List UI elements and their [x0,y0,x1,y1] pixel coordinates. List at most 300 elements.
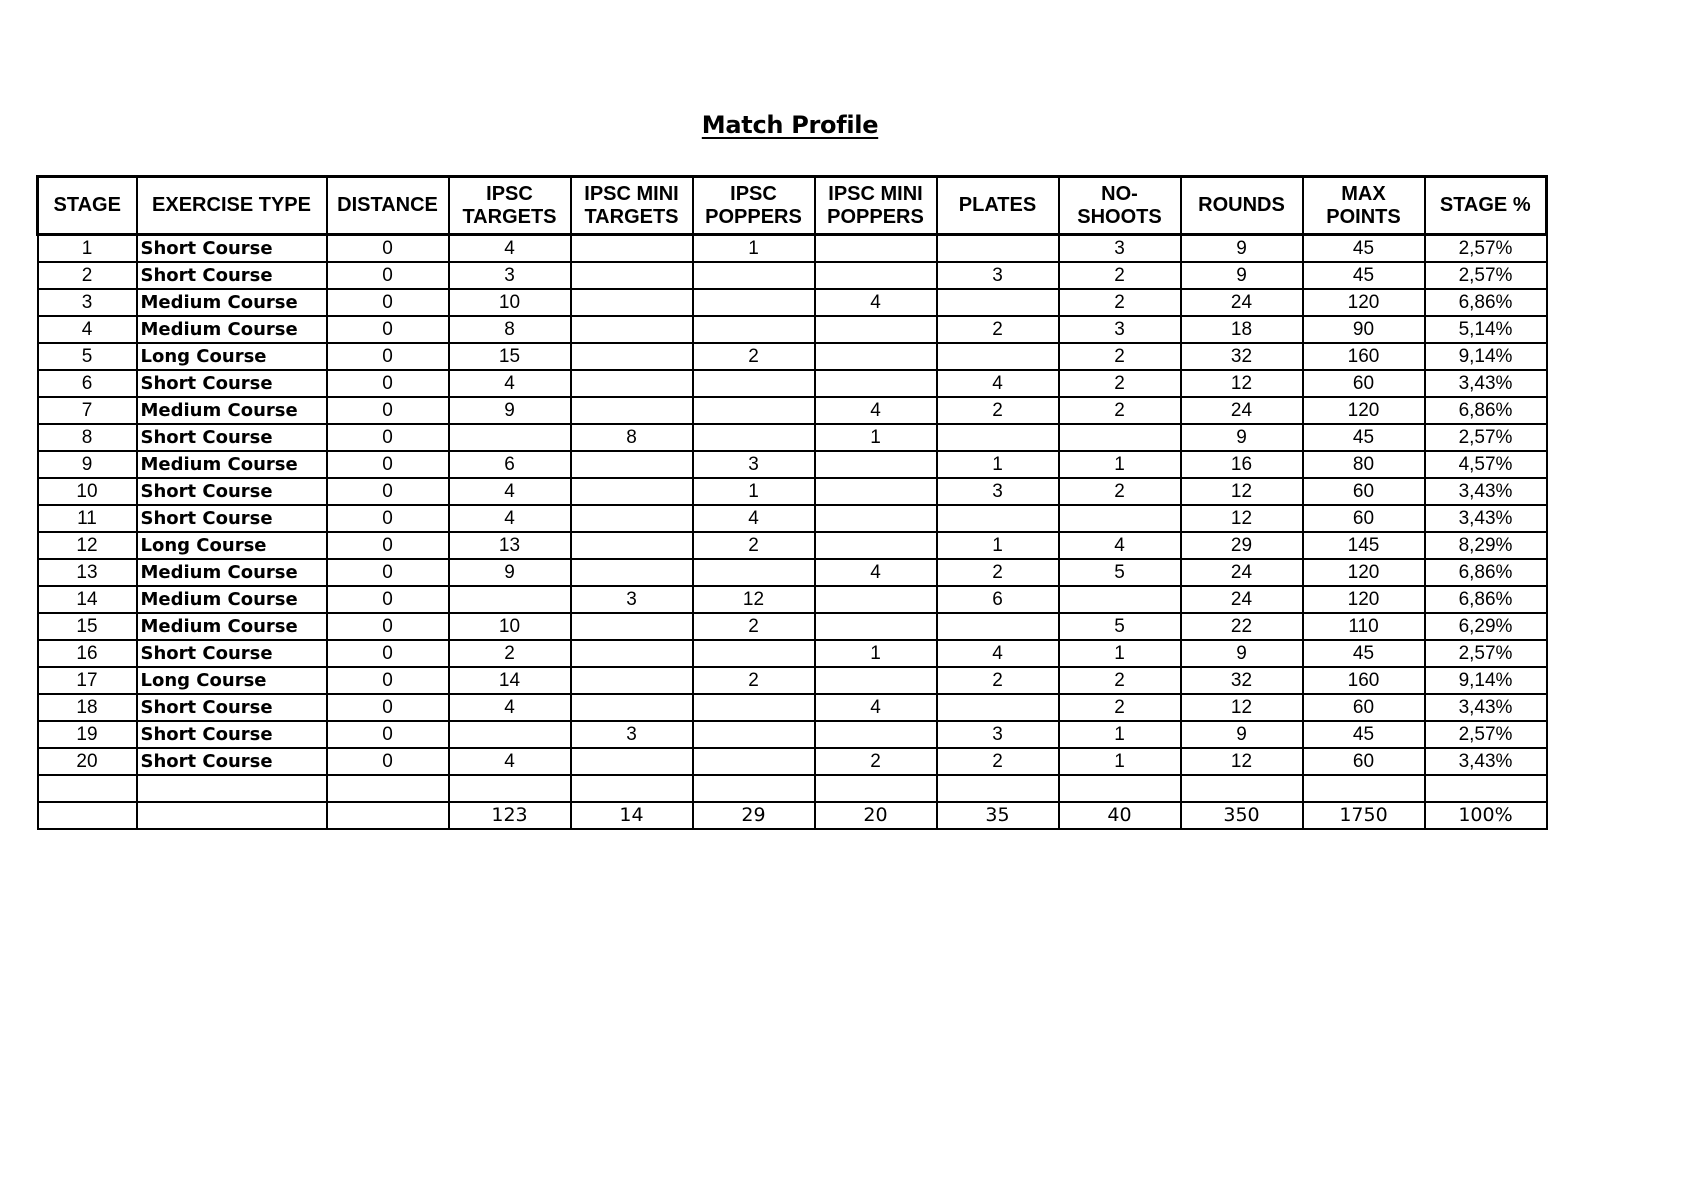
cell-ipsc-targets: 13 [449,532,571,559]
cell-rounds: 9 [1181,235,1303,263]
cell-no-shoots: 5 [1059,613,1181,640]
column-header-no-shoots: NO-SHOOTS [1059,177,1181,235]
cell-max-points: 120 [1303,586,1425,613]
cell-ipsc-mini-poppers: 1 [815,640,937,667]
cell-ipsc-mini-poppers [815,586,937,613]
cell-stage-percent: 8,29% [1425,532,1547,559]
cell-max-points: 45 [1303,262,1425,289]
total-stage-percent: 100% [1425,802,1547,829]
cell-ipsc-poppers [693,640,815,667]
cell-ipsc-targets: 4 [449,235,571,263]
cell-ipsc-mini-poppers [815,613,937,640]
cell-distance: 0 [327,505,449,532]
cell-exercise-type: Medium Course [137,397,327,424]
cell-distance: 0 [327,370,449,397]
cell-ipsc-mini-poppers: 4 [815,559,937,586]
cell-stage-percent: 6,86% [1425,289,1547,316]
cell-ipsc-mini-targets: 3 [571,586,693,613]
cell-exercise-type [137,775,327,802]
cell-stage: 1 [38,235,137,263]
cell-rounds [1181,775,1303,802]
total-distance [327,802,449,829]
cell-stage: 9 [38,451,137,478]
cell-ipsc-targets: 10 [449,613,571,640]
cell-stage-percent [1425,775,1547,802]
column-header-stage: STAGE [38,177,137,235]
total-no-shoots: 40 [1059,802,1181,829]
table-row [38,397,1547,424]
cell-ipsc-mini-targets [571,370,693,397]
cell-stage: 6 [38,370,137,397]
total-stage [38,802,137,829]
cell-stage-percent: 9,14% [1425,667,1547,694]
cell-rounds: 24 [1181,559,1303,586]
table-row [38,370,1547,397]
cell-plates: 3 [937,478,1059,505]
cell-ipsc-mini-targets: 3 [571,721,693,748]
cell-plates [937,505,1059,532]
cell-ipsc-poppers: 2 [693,613,815,640]
table-row [38,316,1547,343]
cell-ipsc-mini-targets [571,559,693,586]
total-max-points: 1750 [1303,802,1425,829]
cell-max-points: 60 [1303,370,1425,397]
cell-ipsc-poppers: 1 [693,235,815,263]
cell-ipsc-poppers [693,289,815,316]
cell-distance: 0 [327,640,449,667]
cell-exercise-type: Short Course [137,424,327,451]
cell-ipsc-mini-poppers [815,721,937,748]
cell-ipsc-targets: 4 [449,505,571,532]
cell-ipsc-mini-poppers: 4 [815,694,937,721]
cell-max-points: 120 [1303,289,1425,316]
table-row [38,289,1547,316]
cell-ipsc-mini-poppers [815,316,937,343]
cell-ipsc-poppers [693,397,815,424]
cell-no-shoots: 2 [1059,343,1181,370]
column-header-rounds: ROUNDS [1181,177,1303,235]
total-exercise-type [137,802,327,829]
column-header-stage-percent: STAGE % [1425,177,1547,235]
cell-ipsc-poppers [693,316,815,343]
cell-ipsc-poppers: 2 [693,343,815,370]
cell-plates: 2 [937,316,1059,343]
cell-rounds: 9 [1181,262,1303,289]
cell-max-points: 160 [1303,343,1425,370]
cell-stage-percent: 3,43% [1425,748,1547,775]
cell-exercise-type: Short Course [137,640,327,667]
cell-ipsc-mini-targets [571,775,693,802]
cell-ipsc-targets [449,721,571,748]
cell-plates: 6 [937,586,1059,613]
cell-ipsc-targets: 4 [449,370,571,397]
cell-stage-percent: 4,57% [1425,451,1547,478]
cell-ipsc-mini-poppers [815,235,937,263]
cell-ipsc-mini-targets [571,451,693,478]
cell-exercise-type: Long Course [137,532,327,559]
cell-rounds: 22 [1181,613,1303,640]
cell-stage-percent: 6,86% [1425,586,1547,613]
cell-stage: 11 [38,505,137,532]
cell-stage: 15 [38,613,137,640]
cell-max-points: 45 [1303,424,1425,451]
match-profile-table [36,175,1548,830]
cell-ipsc-mini-targets [571,748,693,775]
cell-rounds: 12 [1181,748,1303,775]
cell-distance: 0 [327,343,449,370]
cell-ipsc-mini-poppers [815,370,937,397]
cell-stage: 5 [38,343,137,370]
column-header-distance: DISTANCE [327,177,449,235]
cell-rounds: 24 [1181,586,1303,613]
cell-stage: 13 [38,559,137,586]
table-row [38,505,1547,532]
cell-no-shoots: 3 [1059,316,1181,343]
total-rounds: 350 [1181,802,1303,829]
cell-no-shoots: 2 [1059,694,1181,721]
cell-ipsc-mini-poppers [815,667,937,694]
cell-plates: 1 [937,532,1059,559]
cell-ipsc-mini-poppers [815,505,937,532]
cell-ipsc-targets: 15 [449,343,571,370]
cell-plates [937,289,1059,316]
table-row [38,775,1547,802]
cell-max-points: 45 [1303,640,1425,667]
total-plates: 35 [937,802,1059,829]
cell-stage: 17 [38,667,137,694]
cell-distance: 0 [327,694,449,721]
cell-rounds: 12 [1181,478,1303,505]
table-row [38,721,1547,748]
cell-ipsc-targets: 4 [449,694,571,721]
cell-ipsc-targets: 8 [449,316,571,343]
cell-stage-percent: 6,86% [1425,397,1547,424]
cell-ipsc-mini-poppers: 4 [815,397,937,424]
cell-distance: 0 [327,262,449,289]
cell-rounds: 32 [1181,343,1303,370]
cell-ipsc-targets [449,586,571,613]
column-header-max-points: MAX POINTS [1303,177,1425,235]
cell-distance: 0 [327,235,449,263]
table-row [38,559,1547,586]
cell-max-points: 60 [1303,694,1425,721]
total-ipsc-mini-targets: 14 [571,802,693,829]
cell-ipsc-mini-poppers [815,451,937,478]
cell-stage: 2 [38,262,137,289]
cell-stage: 12 [38,532,137,559]
cell-ipsc-mini-targets [571,478,693,505]
cell-rounds: 18 [1181,316,1303,343]
cell-stage [38,775,137,802]
cell-ipsc-mini-poppers: 2 [815,748,937,775]
cell-distance: 0 [327,532,449,559]
cell-stage: 7 [38,397,137,424]
cell-distance: 0 [327,316,449,343]
cell-ipsc-poppers: 2 [693,532,815,559]
cell-rounds: 12 [1181,505,1303,532]
cell-ipsc-mini-targets [571,532,693,559]
cell-ipsc-mini-targets [571,289,693,316]
cell-ipsc-poppers [693,775,815,802]
cell-stage: 16 [38,640,137,667]
cell-distance: 0 [327,559,449,586]
cell-distance: 0 [327,613,449,640]
table-row [38,532,1547,559]
cell-ipsc-targets: 10 [449,289,571,316]
cell-distance: 0 [327,397,449,424]
cell-max-points: 160 [1303,667,1425,694]
cell-max-points: 110 [1303,613,1425,640]
cell-ipsc-mini-targets [571,262,693,289]
cell-stage: 3 [38,289,137,316]
cell-max-points: 60 [1303,505,1425,532]
cell-ipsc-mini-poppers [815,478,937,505]
cell-rounds: 9 [1181,721,1303,748]
cell-ipsc-poppers: 12 [693,586,815,613]
cell-distance: 0 [327,424,449,451]
cell-ipsc-mini-targets [571,694,693,721]
cell-stage-percent: 5,14% [1425,316,1547,343]
table-row [38,640,1547,667]
cell-ipsc-poppers: 1 [693,478,815,505]
cell-rounds: 24 [1181,289,1303,316]
cell-ipsc-targets: 9 [449,397,571,424]
cell-distance: 0 [327,667,449,694]
cell-ipsc-poppers: 4 [693,505,815,532]
cell-plates: 2 [937,667,1059,694]
cell-stage: 20 [38,748,137,775]
table-row [38,694,1547,721]
cell-exercise-type: Medium Course [137,316,327,343]
table-row [38,262,1547,289]
cell-stage-percent: 2,57% [1425,721,1547,748]
cell-distance: 0 [327,721,449,748]
cell-stage: 10 [38,478,137,505]
cell-ipsc-poppers [693,370,815,397]
total-ipsc-targets: 123 [449,802,571,829]
column-header-ipsc-mini-poppers: IPSC MINI POPPERS [815,177,937,235]
cell-max-points: 120 [1303,559,1425,586]
table-row [38,667,1547,694]
column-header-plates: PLATES [937,177,1059,235]
cell-no-shoots: 1 [1059,640,1181,667]
table-row [38,586,1547,613]
cell-distance: 0 [327,748,449,775]
column-header-ipsc-targets: IPSC TARGETS [449,177,571,235]
cell-ipsc-targets: 3 [449,262,571,289]
cell-ipsc-poppers [693,721,815,748]
cell-stage-percent: 3,43% [1425,478,1547,505]
cell-no-shoots: 1 [1059,748,1181,775]
cell-plates: 2 [937,397,1059,424]
cell-ipsc-mini-poppers: 1 [815,424,937,451]
cell-plates [937,235,1059,263]
cell-exercise-type: Long Course [137,667,327,694]
cell-ipsc-targets: 4 [449,478,571,505]
cell-ipsc-targets: 2 [449,640,571,667]
cell-ipsc-mini-targets [571,316,693,343]
cell-max-points: 45 [1303,721,1425,748]
cell-rounds: 29 [1181,532,1303,559]
cell-ipsc-mini-targets [571,640,693,667]
total-ipsc-poppers: 29 [693,802,815,829]
cell-ipsc-targets: 14 [449,667,571,694]
cell-ipsc-mini-targets [571,343,693,370]
cell-plates: 1 [937,451,1059,478]
cell-exercise-type: Short Course [137,370,327,397]
cell-stage-percent: 6,86% [1425,559,1547,586]
column-header-exercise-type: EXERCISE TYPE [137,177,327,235]
cell-ipsc-mini-targets [571,235,693,263]
totals-row [38,802,1547,829]
cell-ipsc-mini-poppers [815,775,937,802]
cell-distance [327,775,449,802]
cell-ipsc-poppers: 3 [693,451,815,478]
header-row [38,177,1547,235]
cell-no-shoots: 2 [1059,262,1181,289]
cell-plates [937,694,1059,721]
cell-ipsc-poppers [693,748,815,775]
cell-plates [937,613,1059,640]
cell-ipsc-mini-targets [571,505,693,532]
cell-no-shoots: 2 [1059,289,1181,316]
cell-stage-percent: 6,29% [1425,613,1547,640]
cell-ipsc-mini-poppers: 4 [815,289,937,316]
cell-distance: 0 [327,451,449,478]
cell-max-points: 145 [1303,532,1425,559]
cell-no-shoots [1059,775,1181,802]
cell-plates: 2 [937,748,1059,775]
column-header-ipsc-poppers: IPSC POPPERS [693,177,815,235]
cell-ipsc-targets: 9 [449,559,571,586]
cell-exercise-type: Medium Course [137,586,327,613]
cell-distance: 0 [327,586,449,613]
cell-no-shoots: 1 [1059,451,1181,478]
cell-no-shoots: 3 [1059,235,1181,263]
column-header-ipsc-mini-targets: IPSC MINI TARGETS [571,177,693,235]
cell-ipsc-targets [449,775,571,802]
cell-ipsc-targets: 6 [449,451,571,478]
cell-stage-percent: 2,57% [1425,424,1547,451]
cell-plates: 4 [937,640,1059,667]
total-ipsc-mini-poppers: 20 [815,802,937,829]
cell-rounds: 9 [1181,424,1303,451]
cell-ipsc-mini-poppers [815,343,937,370]
cell-ipsc-targets [449,424,571,451]
cell-rounds: 24 [1181,397,1303,424]
cell-exercise-type: Short Course [137,721,327,748]
cell-no-shoots: 5 [1059,559,1181,586]
cell-distance: 0 [327,289,449,316]
cell-max-points: 120 [1303,397,1425,424]
cell-rounds: 9 [1181,640,1303,667]
cell-exercise-type: Short Course [137,235,327,263]
table-body [38,235,1547,803]
cell-max-points: 90 [1303,316,1425,343]
table-row [38,424,1547,451]
cell-ipsc-poppers [693,262,815,289]
cell-stage: 19 [38,721,137,748]
cell-stage-percent: 9,14% [1425,343,1547,370]
cell-max-points: 60 [1303,748,1425,775]
cell-rounds: 32 [1181,667,1303,694]
cell-plates: 4 [937,370,1059,397]
cell-ipsc-poppers: 2 [693,667,815,694]
cell-max-points: 80 [1303,451,1425,478]
cell-stage: 14 [38,586,137,613]
cell-ipsc-mini-targets: 8 [571,424,693,451]
cell-no-shoots [1059,505,1181,532]
cell-max-points: 60 [1303,478,1425,505]
page-title: Match Profile [701,111,879,139]
cell-ipsc-mini-poppers [815,262,937,289]
cell-exercise-type: Short Course [137,262,327,289]
cell-exercise-type: Long Course [137,343,327,370]
cell-no-shoots [1059,424,1181,451]
table-row [38,451,1547,478]
cell-exercise-type: Medium Course [137,289,327,316]
cell-rounds: 12 [1181,694,1303,721]
cell-stage-percent: 3,43% [1425,370,1547,397]
cell-plates [937,775,1059,802]
table-row [38,613,1547,640]
cell-stage-percent: 2,57% [1425,262,1547,289]
cell-ipsc-mini-poppers [815,532,937,559]
table-row [38,478,1547,505]
cell-stage-percent: 2,57% [1425,640,1547,667]
cell-no-shoots: 4 [1059,532,1181,559]
cell-exercise-type: Medium Course [137,559,327,586]
cell-stage-percent: 2,57% [1425,235,1547,263]
cell-max-points: 45 [1303,235,1425,263]
table-row [38,343,1547,370]
cell-plates: 2 [937,559,1059,586]
cell-exercise-type: Medium Course [137,613,327,640]
cell-ipsc-poppers [693,694,815,721]
cell-ipsc-targets: 4 [449,748,571,775]
cell-no-shoots: 2 [1059,397,1181,424]
cell-exercise-type: Short Course [137,505,327,532]
cell-max-points [1303,775,1425,802]
cell-no-shoots: 1 [1059,721,1181,748]
table-row [38,235,1547,263]
cell-rounds: 16 [1181,451,1303,478]
cell-ipsc-mini-targets [571,613,693,640]
cell-ipsc-poppers [693,424,815,451]
cell-distance: 0 [327,478,449,505]
cell-no-shoots: 2 [1059,370,1181,397]
cell-ipsc-poppers [693,559,815,586]
table-row [38,748,1547,775]
cell-stage: 4 [38,316,137,343]
cell-no-shoots: 2 [1059,478,1181,505]
cell-exercise-type: Short Course [137,748,327,775]
cell-stage-percent: 3,43% [1425,505,1547,532]
cell-exercise-type: Short Course [137,694,327,721]
cell-plates: 3 [937,721,1059,748]
cell-stage: 8 [38,424,137,451]
cell-no-shoots: 2 [1059,667,1181,694]
cell-ipsc-mini-targets [571,397,693,424]
cell-no-shoots [1059,586,1181,613]
cell-ipsc-mini-targets [571,667,693,694]
cell-stage: 18 [38,694,137,721]
cell-plates [937,424,1059,451]
cell-plates [937,343,1059,370]
cell-stage-percent: 3,43% [1425,694,1547,721]
cell-exercise-type: Short Course [137,478,327,505]
cell-exercise-type: Medium Course [137,451,327,478]
